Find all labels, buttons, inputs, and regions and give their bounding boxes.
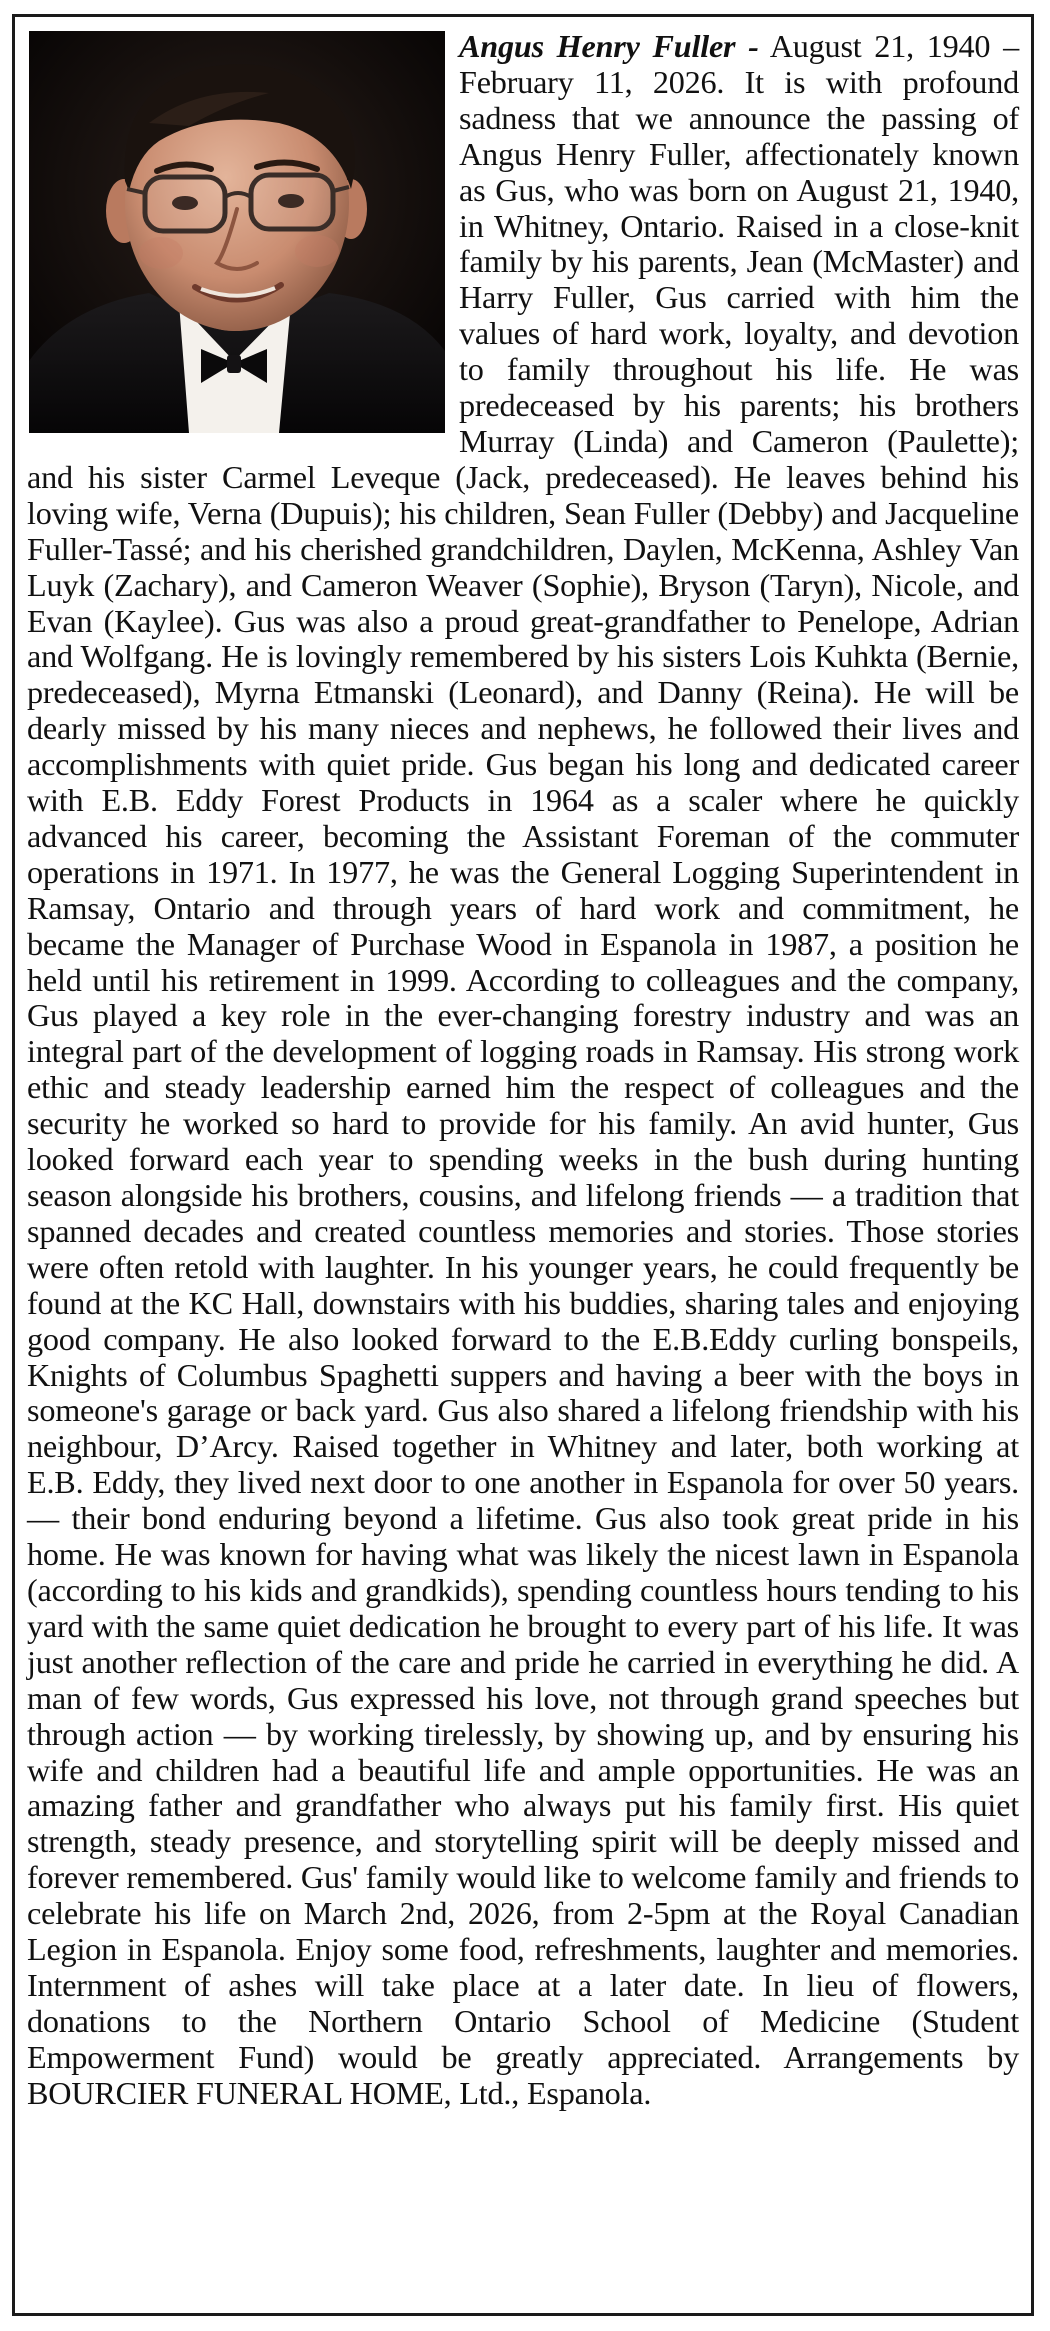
life-dates: August 21, 1940 – February 11, 2026.	[459, 28, 1019, 100]
obituary-content	[27, 29, 1019, 2301]
portrait-photo	[29, 31, 445, 433]
obituary-body: It is with profound sadness that we announce the passing of Angus Henry Fuller, affectionately known as Gus, who was born on August 21, 1940, in Whitney, Ontario. Raised in a close-knit family by his parents, Jean (McMaster) and Harry Fuller, Gus carried with him the values of hard work, loyalty, and devotion to family throughout his life. He was predeceased by his parents; his brothers Murray (Linda) and Cameron (Paulette); and his sister Carmel Leveque (Jack, predeceased). He leaves behind his loving wife, Verna (Dupuis); his children, Sean Fuller (Debby) and Jacqueline Fuller-Tassé; and his cherished grandchildren, Daylen, McKenna, Ashley Van Luyk (Zachary), and Cameron Weaver (Sophie), Bryson (Taryn), Nicole, and Evan (Kaylee). Gus was also a proud great-grandfather to Penelope, Adrian and Wolfgang. He is lovingly remembered by his sisters Lois Kuhkta (Bernie, predeceased), Myrna Etmanski (Leonard), and Danny (Reina). He will be dearly missed by his many nieces and nephews, he followed their lives and accomplishments with quiet pride. Gus began his long and dedicated career with E.B. Eddy Forest Products in 1964 as a scaler where he quickly advanced his career, becoming the Assistant Foreman of the commuter operations in 1971. In 1977, he was the General Logging Superintendent in Ramsay, Ontario and through years of hard work and commitment, he became the Manager of Purchase Wood in Espanola in 1987, a position he held until his retirement in 1999. According to colleagues and the company, Gus played a key role in the ever-changing forestry industry and was an integral part of the development of logging roads in Ramsay. His strong work ethic and steady leadership earned him the respect of colleagues and the security he worked so hard to provide for his family. An avid hunter, Gus looked forward each year to spending weeks in the bush during hunting season alongside his brothers, cousins, and lifelong friends — a tradition that spanned decades and created countless memories and stories. Those stories were often retold with laughter. In his younger years, he could frequently be found at the KC Hall, downstairs with his buddies, sharing tales and enjoying good company. He also looked forward to the E.B.Eddy curling bonspeils, Knights of Columbus Spaghetti suppers and having a beer with the boys in someone's garage or back yard. Gus also shared a lifelong friendship with his neighbour, D’Arcy. Raised together in Whitney and later, both working at E.B. Eddy, they lived next door to one another in Espanola for over 50 years. — their bond enduring beyond a lifetime. Gus also took great pride in his home. He was known for having what was likely the nicest lawn in Espanola (according to his kids and grandkids), spending countless hours tending to his yard with the same quiet dedication he brought to every part of his life. It was just another reflection of the care and pride he carried in everything he did. A man of few words, Gus expressed his love, not through grand speeches but through action — by working tirelessly, by showing up, and by ensuring his wife and children had a beautiful life and ample opportunities. He was an amazing father and grandfather who always put his family first. His quiet strength, steady presence, and storytelling spirit will be deeply missed and forever remembered. Gus' family would like to welcome family and friends to celebrate his life on March 2nd, 2026, from 2-5pm at the Royal Canadian Legion in Espanola. Enjoy some food, refreshments, laughter and memories. Internment of ashes will take place at a later date. In lieu of flowers, donations to the Northern Ontario School of Medicine (Student Empowerment Fund) would be greatly appreciated. Arrangements by BOURCIER FUNERAL HOME, Ltd., Espanola.	[27, 63, 1019, 2111]
deceased-name: Angus Henry Fuller -	[459, 28, 759, 64]
portrait-illustration	[29, 31, 445, 433]
obituary-frame	[12, 14, 1034, 2316]
